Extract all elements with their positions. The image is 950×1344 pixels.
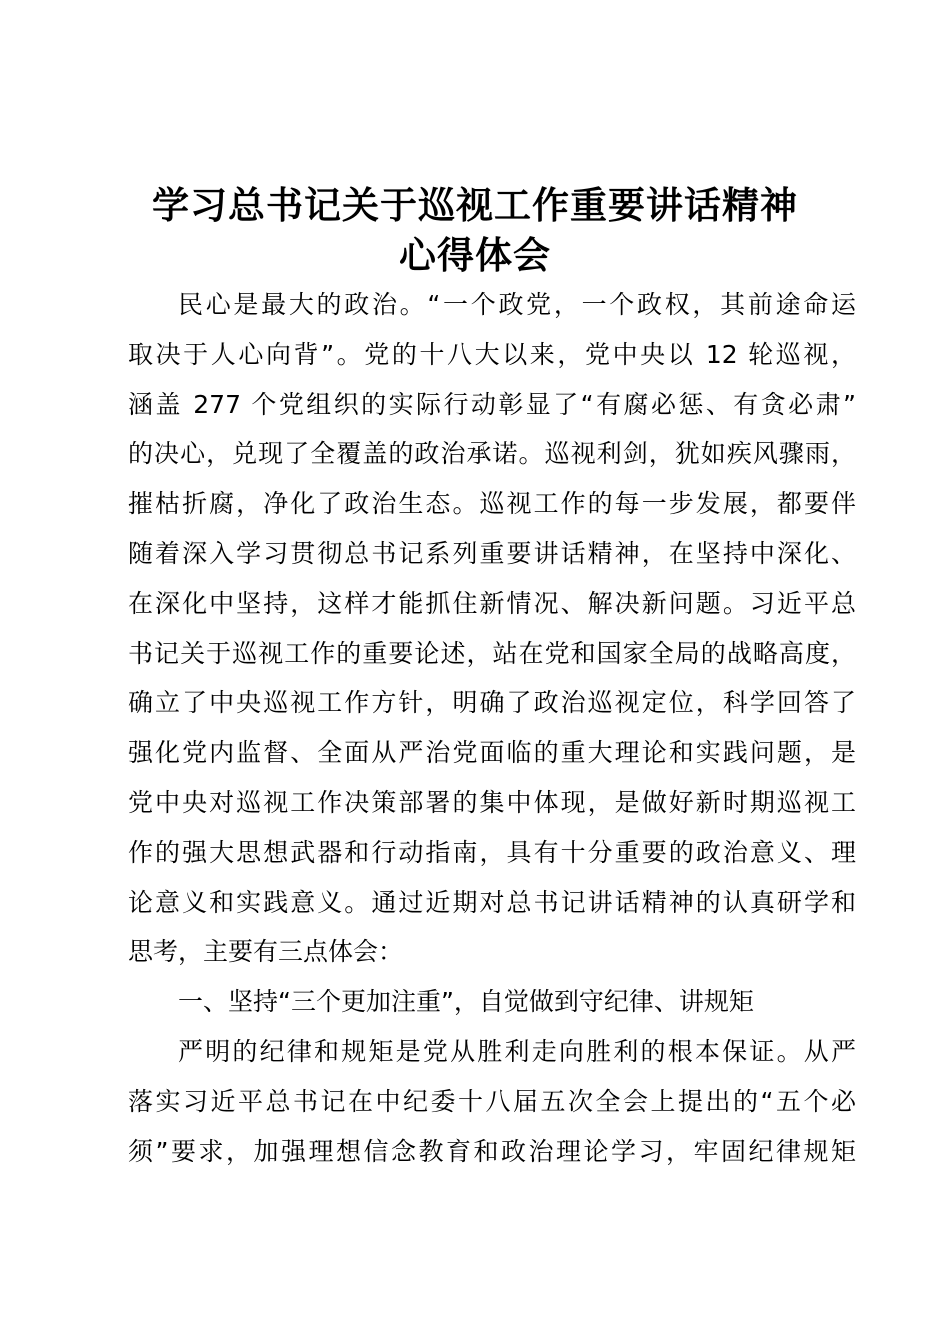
- paragraph-line: 党中央对巡视工作决策部署的集中体现，是做好新时期巡视工: [128, 787, 856, 817]
- paragraph-line: 民心是最大的政治。“一个政党，一个政权，其前途命运: [178, 290, 856, 319]
- paragraph-line: 取决于人心向背”。党的十八大以来，党中央以 12 轮巡视，: [128, 339, 856, 369]
- paragraph-line: 摧枯折腐，净化了政治生态。巡视工作的每一步发展，都要伴: [128, 489, 856, 519]
- paragraph-line: 书记关于巡视工作的重要论述，站在党和国家全局的战略高度，: [128, 638, 856, 668]
- document-title-line-1: 学习总书记关于巡视工作重要讲话精神: [152, 184, 798, 227]
- paragraph-line: 确立了中央巡视工作方针，明确了政治巡视定位，科学回答了: [128, 688, 856, 718]
- document-body: [128, 280, 856, 1176]
- paragraph-line: 的决心，兑现了全覆盖的政治承诺。巡视利剑，犹如疾风骤雨，: [128, 439, 856, 469]
- paragraph-line: 须”要求，加强理想信念教育和政治理论学习，牢固纪律规矩: [128, 1136, 856, 1166]
- paragraph-line: 随着深入学习贯彻总书记系列重要讲话精神，在坚持中深化、: [128, 538, 856, 568]
- paragraph-line: 思考，主要有三点体会：: [128, 937, 404, 967]
- paragraph-line: 严明的纪律和规矩是党从胜利走向胜利的根本保证。从严: [178, 1036, 856, 1066]
- paragraph-line: 在深化中坚持，这样才能抓住新情况、解决新问题。习近平总: [128, 588, 856, 618]
- paragraph-line: 涵盖 277 个党组织的实际行动彰显了“有腐必惩、有贪必肃”: [128, 389, 856, 419]
- paragraph-line: 论意义和实践意义。通过近期对总书记讲话精神的认真研学和: [128, 887, 856, 917]
- paragraph-line: 强化党内监督、全面从严治党面临的重大理论和实践问题，是: [128, 738, 856, 768]
- document-title-line-2: 心得体会: [399, 234, 551, 277]
- paragraph-line: 作的强大思想武器和行动指南，具有十分重要的政治意义、理: [128, 837, 856, 867]
- paragraph-line: 落实习近平总书记在中纪委十八届五次全会上提出的“五个必: [128, 1086, 856, 1116]
- section-heading: 一、坚持“三个更加注重”，自觉做到守纪律、讲规矩: [178, 987, 754, 1017]
